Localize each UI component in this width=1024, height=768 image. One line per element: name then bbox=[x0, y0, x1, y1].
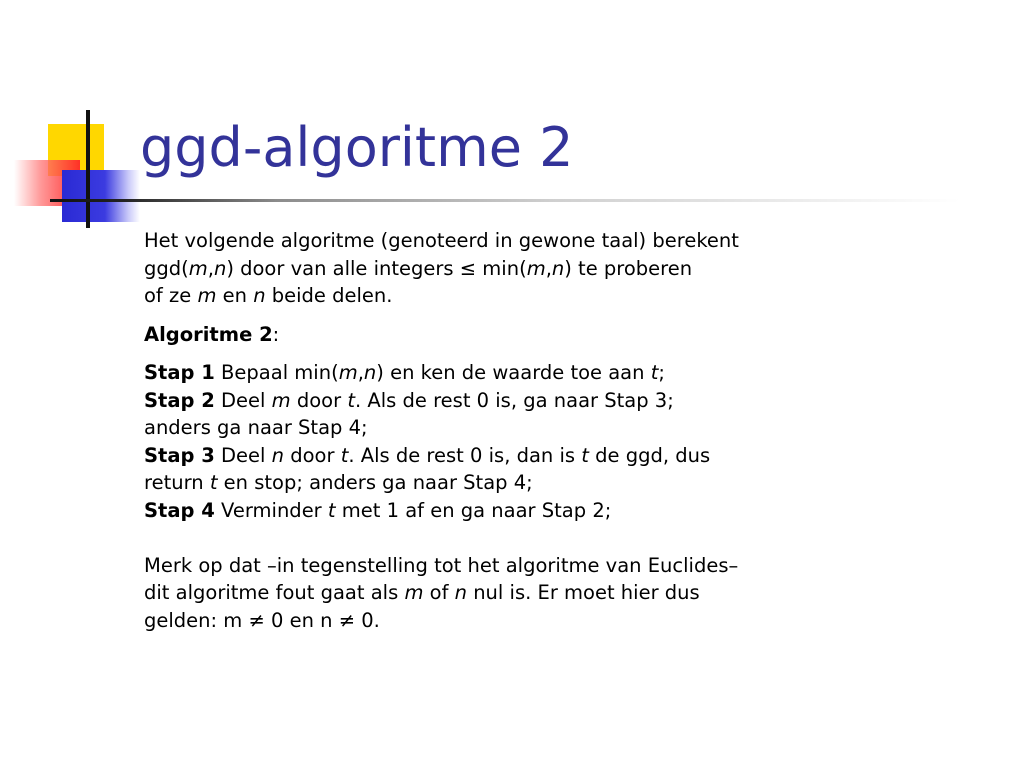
step-text: . Als de rest 0 is, dan is bbox=[348, 443, 582, 467]
variable-t: t bbox=[340, 443, 349, 467]
step-2 bbox=[144, 387, 864, 415]
slide-title: ggd-algoritme 2 bbox=[140, 116, 574, 179]
variable-m: m bbox=[338, 361, 358, 384]
note-line-3 bbox=[144, 607, 864, 635]
step-text: met 1 af en ga naar Stap 2; bbox=[335, 498, 612, 522]
variable-m: m bbox=[526, 256, 546, 280]
step-label: Stap 1 bbox=[144, 361, 215, 384]
step-text: Verminder bbox=[214, 498, 328, 522]
intro-line-3 bbox=[144, 282, 864, 310]
variable-m: m bbox=[188, 256, 208, 280]
intro-text: ggd( bbox=[144, 256, 189, 280]
step-text: ; bbox=[658, 361, 665, 384]
spacer bbox=[144, 310, 864, 321]
note-text: dit algoritme fout gaat als bbox=[144, 581, 405, 604]
note-line-1 bbox=[144, 552, 864, 580]
algorithm-heading: Algoritme 2 bbox=[144, 322, 273, 346]
intro-text: beide delen. bbox=[265, 284, 393, 307]
intro-text: of ze bbox=[144, 284, 198, 307]
intro-text: en bbox=[216, 284, 254, 307]
variable-m: m bbox=[271, 388, 291, 412]
variable-t: t bbox=[327, 498, 336, 522]
step-label: Stap 2 bbox=[144, 388, 215, 412]
step-text: , bbox=[357, 361, 364, 384]
spacer bbox=[144, 348, 864, 359]
intro-text: ) door van alle integers ≤ min( bbox=[226, 256, 527, 280]
step-text: . Als de rest 0 is, ga naar Stap 3; bbox=[354, 388, 674, 412]
note-text: of bbox=[423, 581, 455, 604]
step-text: return bbox=[144, 471, 210, 494]
decorative-vertical-line bbox=[86, 110, 90, 228]
intro-line-1 bbox=[144, 227, 864, 255]
step-text: anders ga naar Stap 4; bbox=[144, 416, 368, 439]
step-text: door bbox=[290, 388, 348, 412]
note-text: nul is. Er moet hier dus bbox=[467, 581, 700, 604]
variable-m: m bbox=[197, 284, 217, 307]
intro-text: ) te proberen bbox=[564, 256, 693, 280]
step-text: Bepaal min( bbox=[214, 361, 339, 384]
step-text: door bbox=[284, 443, 341, 467]
variable-n: n bbox=[253, 284, 266, 307]
note-text: gelden: m ≠ 0 en n ≠ 0. bbox=[144, 608, 380, 632]
step-label: Stap 3 bbox=[144, 443, 215, 467]
variable-m: m bbox=[404, 581, 424, 604]
step-text: Deel bbox=[214, 443, 272, 467]
variable-n: n bbox=[551, 256, 565, 280]
variable-t: t bbox=[650, 361, 659, 384]
title-underline bbox=[50, 199, 960, 202]
step-3-continuation bbox=[144, 469, 864, 497]
step-text: de ggd, dus bbox=[588, 443, 711, 467]
intro-line-2 bbox=[144, 255, 864, 283]
step-1 bbox=[144, 359, 864, 387]
variable-n: n bbox=[213, 256, 227, 280]
variable-t: t bbox=[209, 471, 218, 494]
variable-t: t bbox=[581, 443, 589, 467]
intro-text: , bbox=[545, 256, 552, 280]
variable-n: n bbox=[271, 443, 285, 467]
variable-t: t bbox=[347, 388, 355, 412]
variable-n: n bbox=[454, 581, 467, 604]
note-line-2 bbox=[144, 579, 864, 607]
note-text: Merk op dat –in tegenstelling tot het algoritme van Euclides– bbox=[144, 553, 739, 577]
algorithm-heading-colon: : bbox=[272, 322, 280, 346]
slide-body bbox=[144, 227, 864, 634]
variable-n: n bbox=[363, 361, 377, 384]
decorative-blue-square bbox=[62, 170, 140, 222]
step-2-continuation bbox=[144, 414, 864, 442]
step-text: Deel bbox=[214, 388, 272, 412]
spacer bbox=[144, 524, 864, 552]
step-4 bbox=[144, 497, 864, 525]
step-text: ) en ken de waarde toe aan bbox=[376, 361, 651, 384]
intro-text: Het volgende algoritme (genoteerd in gewone taal) berekent bbox=[144, 229, 739, 252]
algorithm-heading-line bbox=[144, 321, 864, 349]
intro-text: , bbox=[207, 256, 214, 280]
step-3 bbox=[144, 442, 864, 470]
step-text: en stop; anders ga naar Stap 4; bbox=[217, 471, 533, 494]
step-label: Stap 4 bbox=[144, 498, 215, 522]
